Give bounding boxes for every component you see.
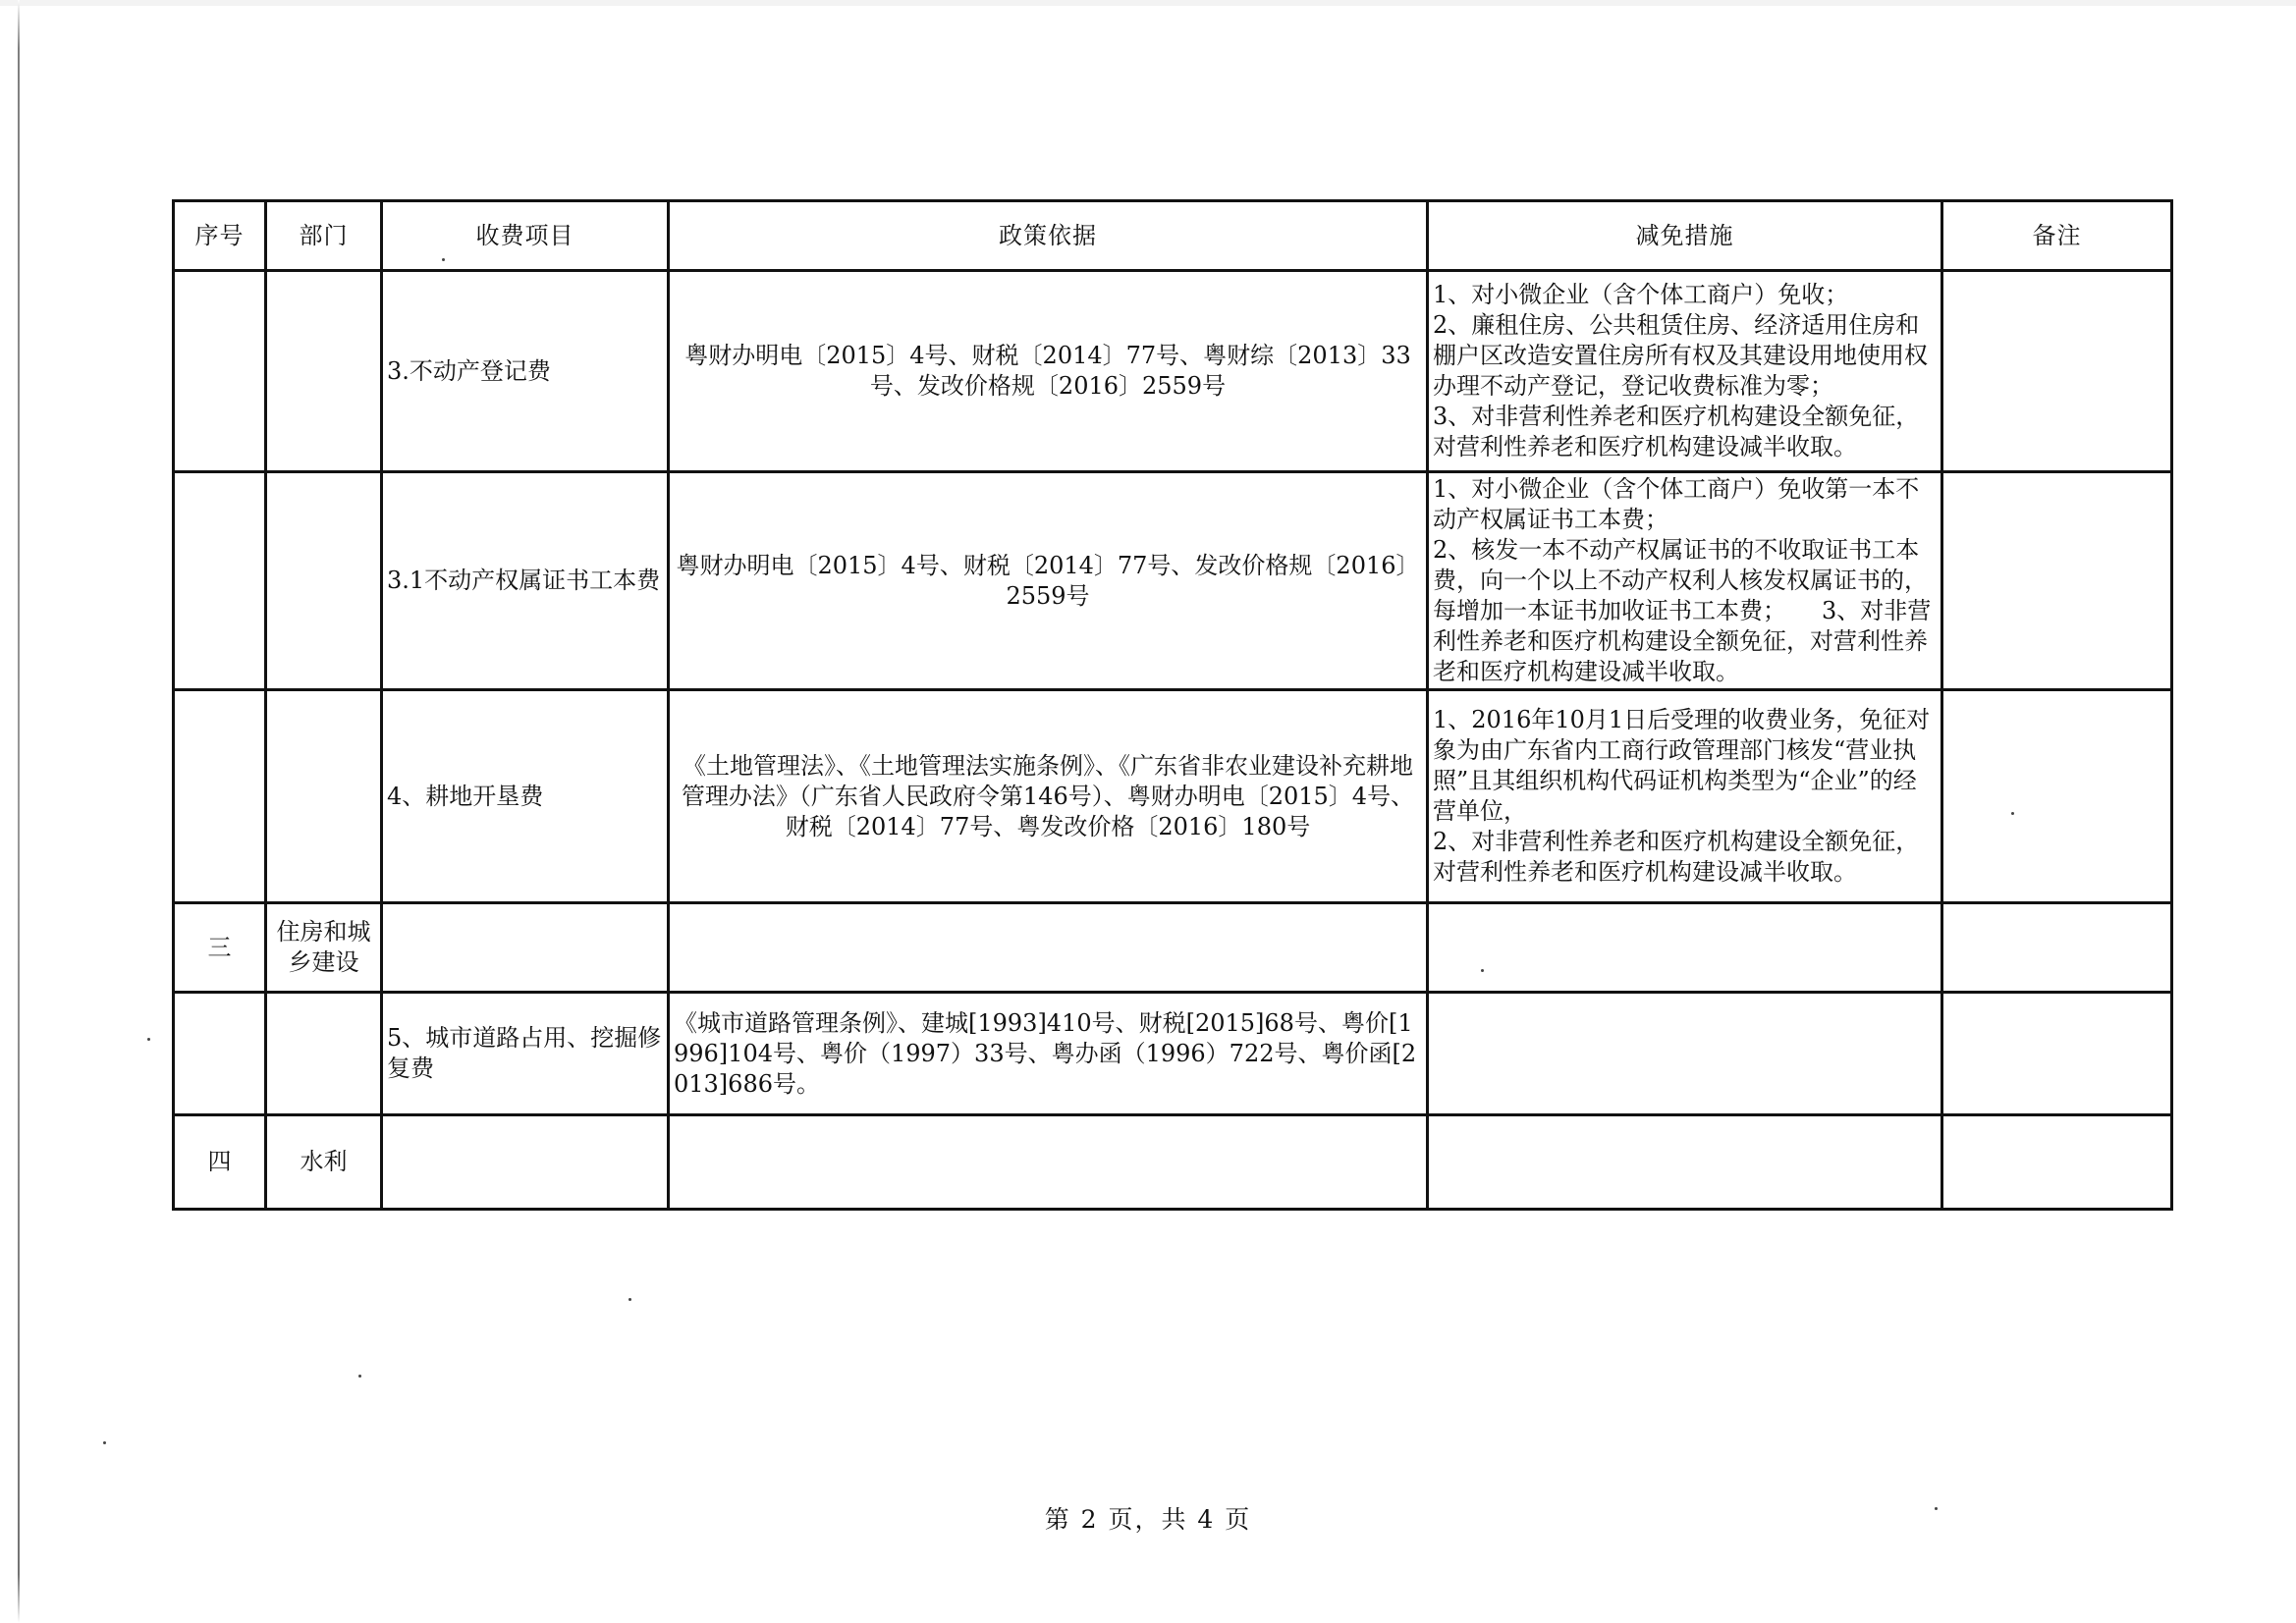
cell-measures: 1、对小微企业（含个体工商户）免收第一本不动产权属证书工本费； 2、核发一本不动产权属证书的不收取证书工本费，向一个以上不动产权利人核发权属证书的，每增加一本证书加收证书工本费； 3、对非营利性养老和医疗机构建设全额免征，对营利性养老和医疗机构建设减半收取。 [1428,472,1942,690]
fee-reduction-table [172,199,2173,1211]
cell-dept [266,993,382,1115]
cell-seq: 三 [174,903,266,993]
cell-item [382,1115,669,1210]
scan-speck [147,1038,150,1041]
cell-dept [266,271,382,472]
cell-item: 3.不动产登记费 [382,271,669,472]
cell-basis [669,903,1428,993]
cell-item: 3.1不动产权属证书工本费 [382,472,669,690]
scan-speck [103,1441,106,1444]
header-basis: 政策依据 [669,201,1428,271]
scan-speck [442,258,445,261]
cell-basis: 《城市道路管理条例》、建城[1993]410号、财税[2015]68号、粤价[1996]104号、粤价（1997）33号、粤办函（1996）722号、粤价函[2013]686号。 [669,993,1428,1115]
cell-dept: 住房和城乡建设 [266,903,382,993]
cell-measures [1428,993,1942,1115]
table-row [174,1115,2172,1210]
table-row [174,271,2172,472]
cell-dept: 水利 [266,1115,382,1210]
cell-dept [266,690,382,903]
page-number: 第 2 页，共 4 页 [1044,1505,1252,1534]
table-row [174,903,2172,993]
cell-remarks [1942,903,2172,993]
header-item: 收费项目 [382,201,669,271]
cell-item: 5、城市道路占用、挖掘修复费 [382,993,669,1115]
cell-seq: 四 [174,1115,266,1210]
cell-remarks [1942,271,2172,472]
scan-speck [2011,812,2014,815]
table-row [174,993,2172,1115]
cell-basis: 粤财办明电〔2015〕4号、财税〔2014〕77号、发改价格规〔2016〕2559号 [669,472,1428,690]
cell-remarks [1942,690,2172,903]
scan-border-top [0,0,2296,6]
cell-basis [669,1115,1428,1210]
header-measures: 减免措施 [1428,201,1942,271]
cell-measures [1428,1115,1942,1210]
cell-remarks [1942,993,2172,1115]
cell-remarks [1942,1115,2172,1210]
cell-item: 4、耕地开垦费 [382,690,669,903]
scan-speck [629,1298,631,1301]
cell-measures: 1、2016年10月1日后受理的收费业务，免征对象为由广东省内工商行政管理部门核发“营业执照”且其组织机构代码证机构类型为“企业”的经营单位， 2、对非营利性养老和医疗机构建设全额免征，对营利性养老和医疗机构建设减半收取。 [1428,690,1942,903]
cell-seq [174,993,266,1115]
cell-seq [174,690,266,903]
cell-item [382,903,669,993]
scan-speck [1935,1507,1938,1510]
cell-basis: 《土地管理法》、《土地管理法实施条例》、《广东省非农业建设补充耕地管理办法》（广东省人民政府令第146号）、粤财办明电〔2015〕4号、财税〔2014〕77号、粤发改价格〔2016〕180号 [669,690,1428,903]
cell-seq [174,472,266,690]
cell-basis: 粤财办明电〔2015〕4号、财税〔2014〕77号、粤财综〔2013〕33号、发改价格规〔2016〕2559号 [669,271,1428,472]
table-row [174,472,2172,690]
header-dept: 部门 [266,201,382,271]
scan-speck [358,1375,361,1378]
cell-remarks [1942,472,2172,690]
header-seq: 序号 [174,201,266,271]
cell-dept [266,472,382,690]
cell-seq [174,271,266,472]
cell-measures: 1、对小微企业（含个体工商户）免收； 2、廉租住房、公共租赁住房、经济适用住房和棚户区改造安置住房所有权及其建设用地使用权办理不动产登记，登记收费标准为零； 3、对非营利性养老和医疗机构建设全额免征，对营利性养老和医疗机构建设减半收取。 [1428,271,1942,472]
header-remarks: 备注 [1942,201,2172,271]
scan-border-left [18,0,20,1623]
scan-speck [1481,969,1484,972]
cell-measures [1428,903,1942,993]
table-header-row [174,201,2172,271]
table-row [174,690,2172,903]
